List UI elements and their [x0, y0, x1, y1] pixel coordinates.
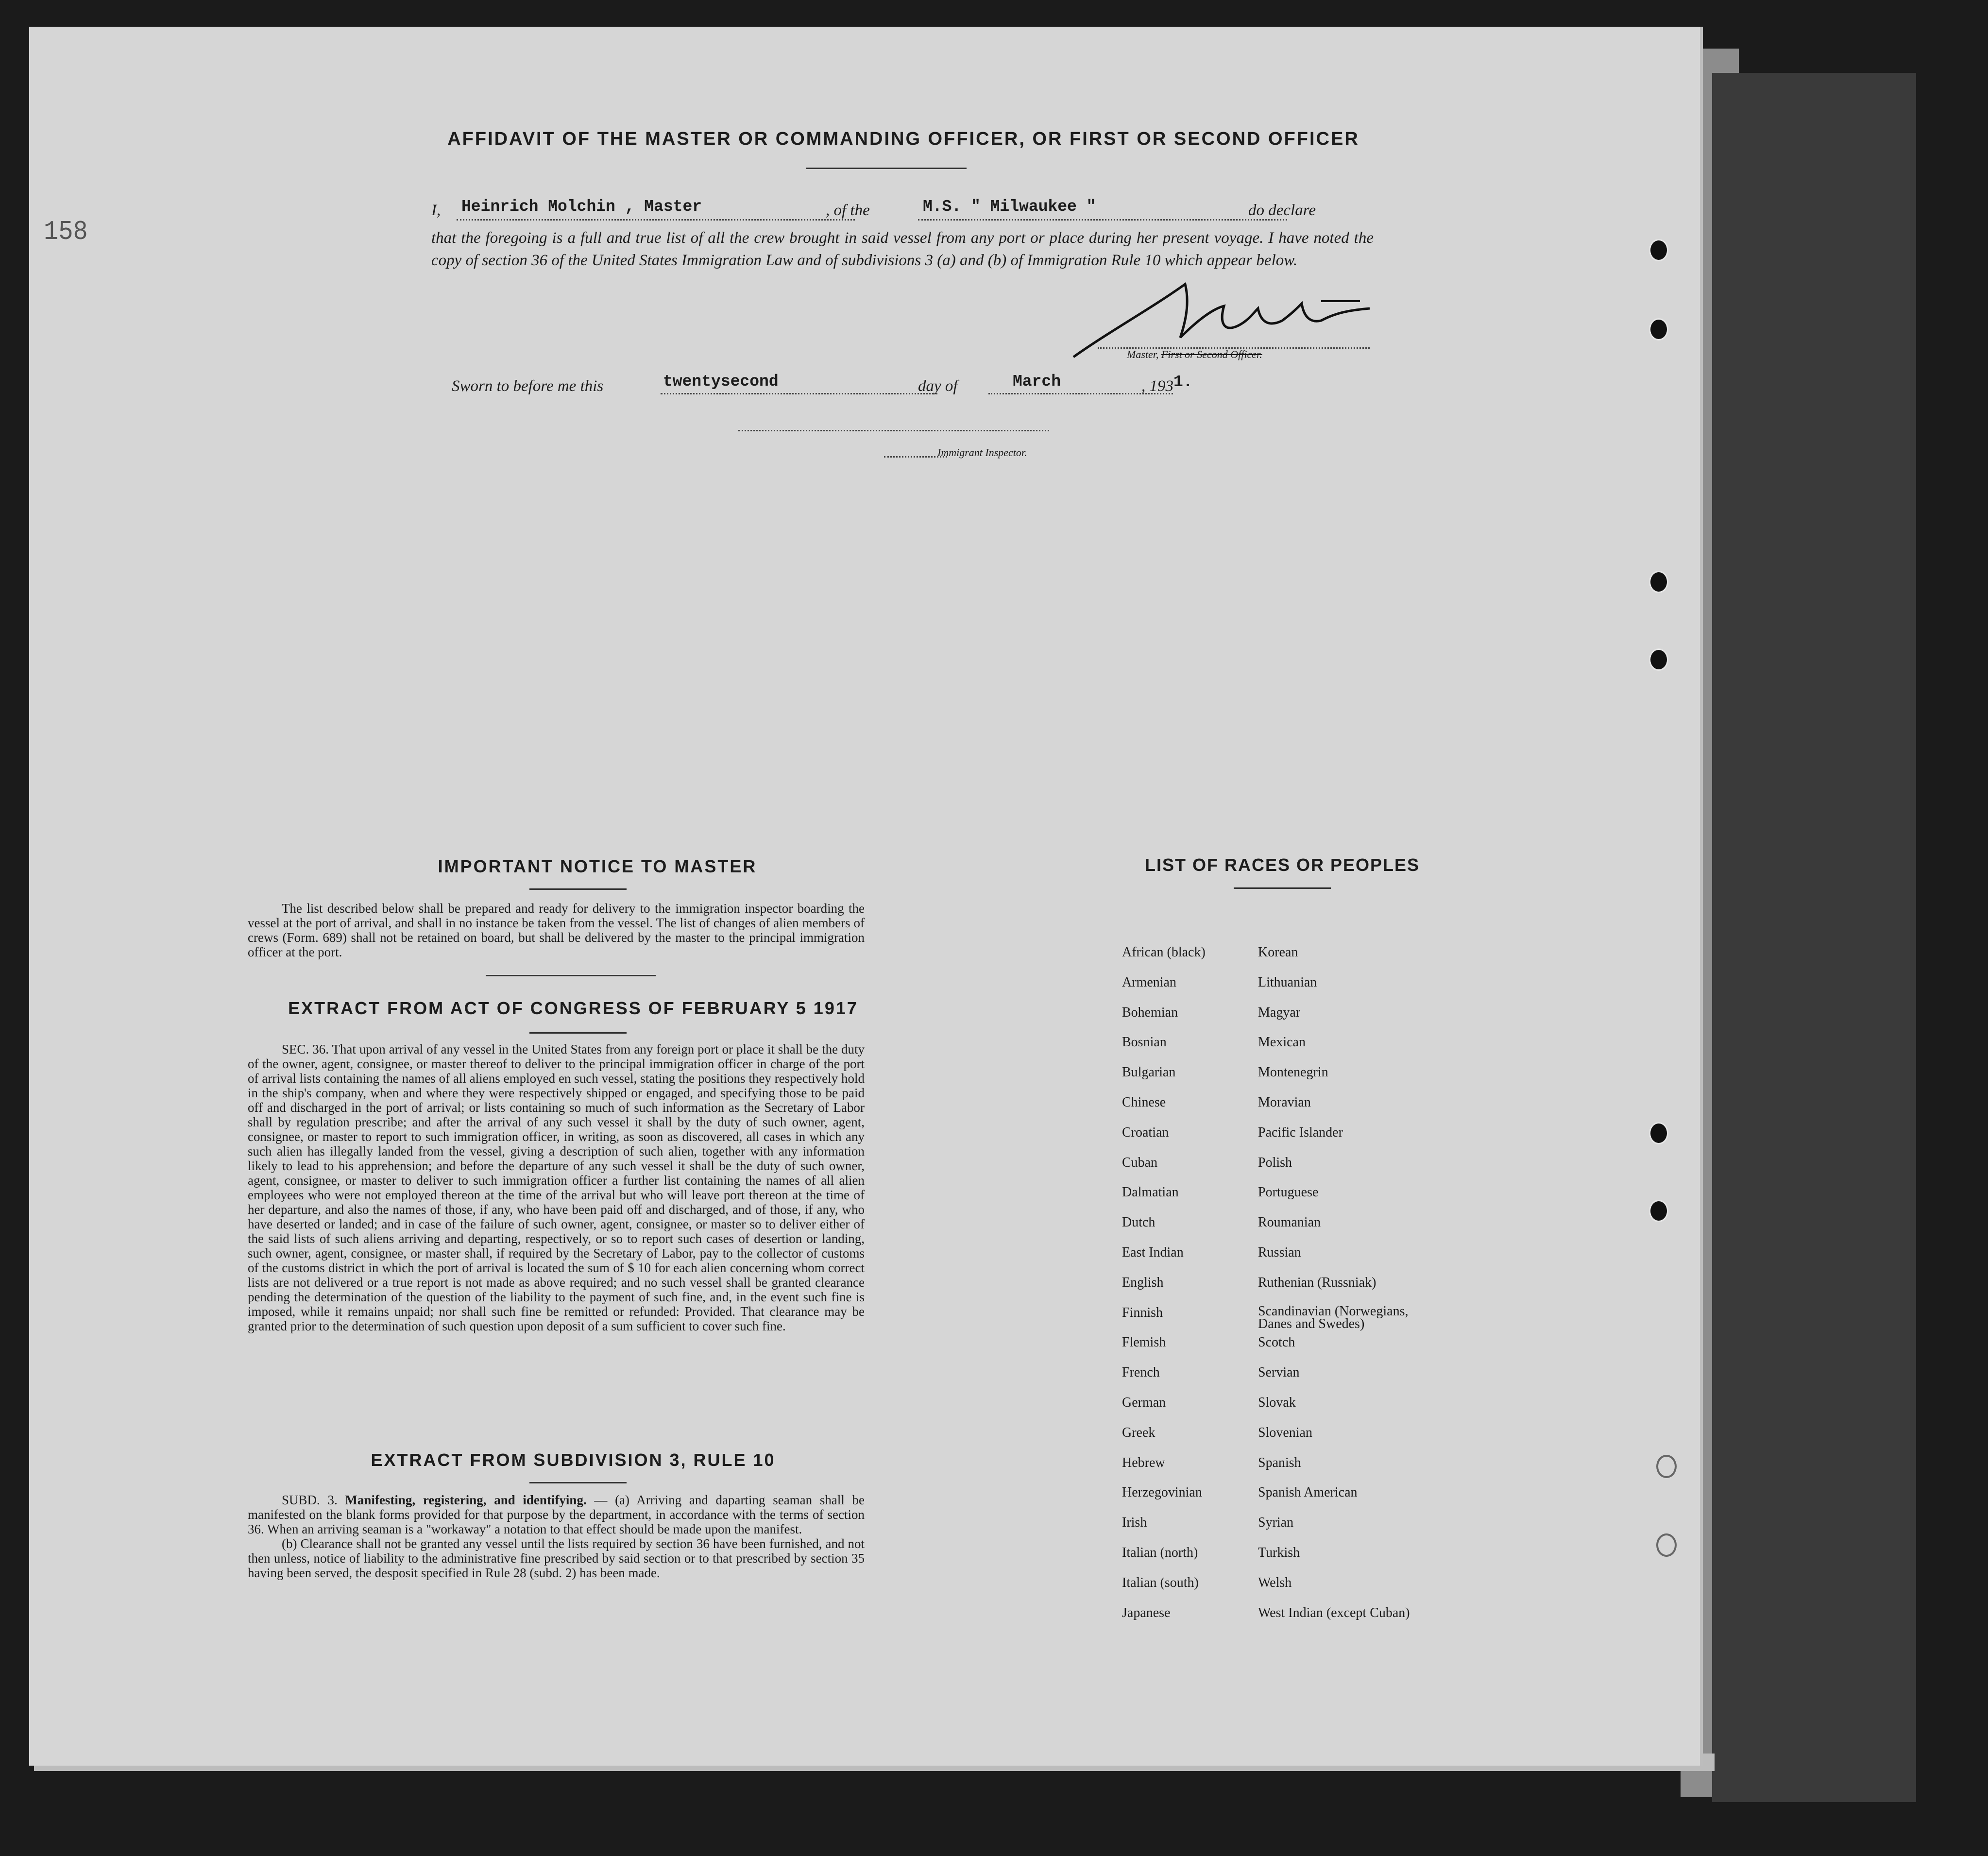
race-item: Italian (north): [1122, 1545, 1198, 1560]
race-item: French: [1122, 1365, 1160, 1380]
punch-hole: [1649, 239, 1668, 261]
race-item: Spanish American: [1258, 1485, 1358, 1500]
year-field: , 1931.: [1141, 373, 1193, 395]
punch-hole: [1649, 648, 1668, 671]
signature-caption: Master, First or Second Officer.: [1127, 348, 1262, 360]
punch-hole: [1649, 318, 1668, 341]
race-item: West Indian (except Cuban): [1258, 1605, 1410, 1620]
race-item: English: [1122, 1275, 1164, 1290]
punch-hole: [1656, 1533, 1677, 1557]
i-label: I,: [431, 202, 441, 219]
race-item: Servian: [1258, 1365, 1300, 1380]
race-item: Ruthenian (Russniak): [1258, 1275, 1376, 1290]
race-item: Turkish: [1258, 1545, 1300, 1560]
race-item: Russian: [1258, 1244, 1301, 1260]
race-item: East Indian: [1122, 1244, 1184, 1260]
race-item: Hebrew: [1122, 1455, 1165, 1470]
race-item: Welsh: [1258, 1575, 1292, 1590]
race-item: Korean: [1258, 945, 1298, 960]
race-item: Herzegovinian: [1122, 1485, 1202, 1500]
race-item: Syrian: [1258, 1515, 1294, 1531]
race-item: Chinese: [1122, 1094, 1166, 1110]
of-the-label: , of the: [826, 202, 870, 219]
race-item: Scotch: [1258, 1335, 1295, 1350]
day-of-label: day of: [918, 377, 958, 395]
race-item: Cuban: [1122, 1155, 1158, 1170]
race-item: Portuguese: [1258, 1185, 1319, 1200]
race-item: Lithuanian: [1258, 974, 1317, 990]
races-title: LIST OF RACES OR PEOPLES: [1144, 855, 1420, 875]
document-page: [29, 27, 1703, 1766]
race-item: Greek: [1122, 1425, 1155, 1440]
affidavit-text: that the foregoing is a full and true list of all the crew brought in said vessel from any port or place during her present voyage. I have noted the copy of section 36 of the United States Immigration Law and of subdivisions 3 (a) and (b) of Immigration Rule 10 which appear below.: [431, 229, 1374, 269]
race-item: Dalmatian: [1122, 1185, 1179, 1200]
race-item: Japanese: [1122, 1605, 1171, 1620]
race-item: Italian (south): [1122, 1575, 1199, 1590]
punch-hole: [1649, 571, 1668, 593]
notice-title: IMPORTANT NOTICE TO MASTER: [438, 856, 757, 876]
race-item: Moravian: [1258, 1094, 1311, 1110]
notice-text: The list described below shall be prepared and ready for delivery to the immigration inspector boarding the vessel at the port of arrival, and shall in no instance be taken from the vessel. The list of changes of alien members of crews (Form. 689) shall not be retained on board, but shall be delivered by the master to the principal immigration officer at the port.: [248, 901, 865, 959]
race-item: Pacific Islander: [1258, 1124, 1343, 1140]
race-item: Flemish: [1122, 1335, 1166, 1350]
race-item: Armenian: [1122, 974, 1176, 990]
race-item: Finnish: [1122, 1305, 1163, 1320]
race-item: Magyar: [1258, 1005, 1301, 1020]
race-item: Mexican: [1258, 1035, 1306, 1050]
sworn-day-field: twentysecond: [663, 373, 779, 391]
race-item: German: [1122, 1395, 1166, 1410]
race-item: Polish: [1258, 1155, 1292, 1170]
margin-number: 158: [44, 216, 88, 247]
month-field: March: [1013, 373, 1061, 391]
extract-rule-text: SUBD. 3. Manifesting, registering, and identifying. — (a) Arriving and daparting seaman shall be manifested on the blank forms provided for that purpose by the department, in accordance with the terms of section 36. When an arriving seaman is a "workaway" a notation to that effect should be made upon the manifest. (b) Clearance shall not be granted any vessel until the lists required by section 36 have been furnished, and not then unless, notice of liability to the administrative fine prescribed by said section or to that prescribed by section 35 having been served, the desposit specified in Rule 28 (subd. 2) has been made.: [248, 1493, 865, 1580]
sworn-label: Sworn to before me this: [452, 377, 604, 395]
race-item: Bohemian: [1122, 1005, 1178, 1020]
extract-act-title: EXTRACT FROM ACT OF CONGRESS OF FEBRUARY 5 1917: [288, 998, 858, 1018]
punch-hole: [1649, 1200, 1668, 1222]
race-item: Slovak: [1258, 1395, 1296, 1410]
race-item: Croatian: [1122, 1124, 1169, 1140]
race-item: Irish: [1122, 1515, 1147, 1531]
adjacent-page: [1712, 73, 1916, 1802]
punch-hole: [1649, 1122, 1668, 1144]
race-item: Bosnian: [1122, 1035, 1167, 1050]
punch-hole: [1656, 1455, 1677, 1478]
race-item: Slovenian: [1258, 1425, 1312, 1440]
race-item: Roumanian: [1258, 1215, 1321, 1230]
affidavit-title: AFFIDAVIT OF THE MASTER OR COMMANDING OFFICER, OR FIRST OR SECOND OFFICER: [447, 129, 1359, 149]
inspector-label: Immigrant Inspector.: [937, 446, 1027, 459]
race-item: Montenegrin: [1258, 1065, 1328, 1080]
race-item: African (black): [1122, 945, 1206, 960]
race-item: Scandinavian (Norwegians, Danes and Swedes): [1258, 1303, 1409, 1331]
extract-rule-title: EXTRACT FROM SUBDIVISION 3, RULE 10: [371, 1450, 776, 1470]
extract-act-text: SEC. 36. That upon arrival of any vessel in the United States from any foreign port or place it shall be the duty of the owner, agent, consignee, or master thereof to deliver to the principal immigration officer in charge of the port of arrival lists containing the names of all aliens employed en such vessel, stating the positions they respectively hold in the ship's company, when and where they were respectively shipped or engaged, and specifying those to be paid off and discharged in the port of arrival; or lists containing so much of such information as the Secretary of Labor shall by regulation prescribe; and after the arrival of any such vessel it shall by the duty of such owner, agent, consignee, or master to report to such immigration officer, in writing, as soon as discovered, all cases in which any such alien has illegally landed from the vessel, giving a description of such alien, together with any information likely to lead to his apprehension; and before the departure of any such vessel it shall be the duty of such owner, agent, consignee, or master to deliver to such immigration officer a further list containing the names of all alien employees who were not employed thereon at the time of the arrival but who will leave port thereon at the time of her departure, and also the names of those, if any, who have been paid off and discharged, and of those, if any, who have deserted or landed; and in case of the failure of such owner, agent, consignee, or master so to deliver either of the said lists of such aliens arriving and departing, respectively, or so to report such cases of desertion or landing, such owner, agent, consignee, or master shall, if required by the Secretary of Labor, pay to the collector of customs of the customs district in which the port of arrival is located the sum of $ 10 for each alien concerning whom correct lists are not delivered or a true report is not made as above required; and no such vessel shall be granted clearance pending the determination of the question of the liability to the payment of such fine, and, in the event such fine is imposed, while it remains unpaid; nor shall such fine be remitted or refunded: Provided. That clearance may be granted prior to the determination of such question upon deposit of a sum sufficient to cover such fine.: [248, 1042, 865, 1333]
master-name-field: Heinrich Molchin , Master: [461, 198, 702, 216]
title-rule: [806, 168, 967, 169]
vessel-name-field: M.S. " Milwaukee ": [923, 198, 1096, 216]
do-declare-label: do declare: [1248, 202, 1316, 219]
race-item: Spanish: [1258, 1455, 1301, 1470]
race-item: Dutch: [1122, 1215, 1155, 1230]
race-item: Bulgarian: [1122, 1065, 1176, 1080]
